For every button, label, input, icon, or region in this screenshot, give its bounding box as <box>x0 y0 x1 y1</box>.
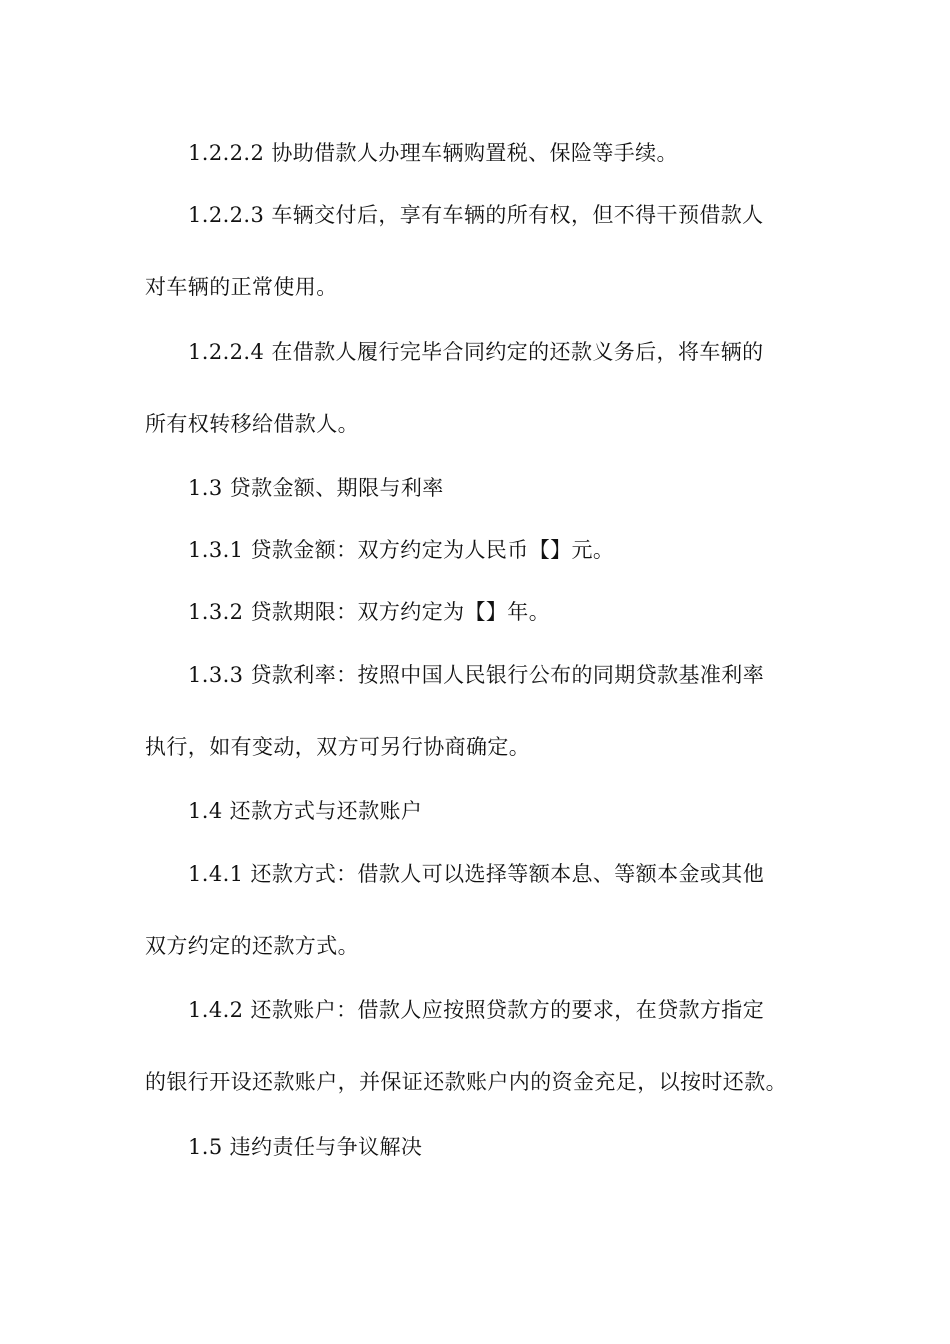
paragraph-1-2-2-2: 1.2.2.2 协助借款人办理车辆购置税、保险等手续。 <box>188 141 678 165</box>
section-heading-1-3: 1.3 贷款金额、期限与利率 <box>188 476 444 500</box>
paragraph-1-2-2-4-line-1: 1.2.2.4 在借款人履行完毕合同约定的还款义务后，将车辆的 <box>188 340 764 364</box>
paragraph-1-4-2-line-2: 的银行开设还款账户，并保证还款账户内的资金充足，以按时还款。 <box>145 1070 787 1094</box>
paragraph-1-4-2-line-1: 1.4.2 还款账户：借款人应按照贷款方的要求，在贷款方指定 <box>188 998 765 1022</box>
paragraph-1-2-2-3-line-2: 对车辆的正常使用。 <box>145 275 338 299</box>
paragraph-1-4-1-line-1: 1.4.1 还款方式：借款人可以选择等额本息、等额本金或其他 <box>188 862 765 886</box>
paragraph-1-2-2-4-line-2: 所有权转移给借款人。 <box>145 412 359 436</box>
section-heading-1-5: 1.5 违约责任与争议解决 <box>188 1135 423 1159</box>
paragraph-1-4-1-line-2: 双方约定的还款方式。 <box>145 934 359 958</box>
paragraph-1-2-2-3-line-1: 1.2.2.3 车辆交付后，享有车辆的所有权，但不得干预借款人 <box>188 203 764 227</box>
paragraph-1-3-2: 1.3.2 贷款期限：双方约定为【】年。 <box>188 600 551 624</box>
paragraph-1-3-1: 1.3.1 贷款金额：双方约定为人民币【】元。 <box>188 538 615 562</box>
paragraph-1-3-3-line-2: 执行，如有变动，双方可另行协商确定。 <box>145 735 531 759</box>
paragraph-1-3-3-line-1: 1.3.3 贷款利率：按照中国人民银行公布的同期贷款基准利率 <box>188 663 765 687</box>
section-heading-1-4: 1.4 还款方式与还款账户 <box>188 799 423 823</box>
